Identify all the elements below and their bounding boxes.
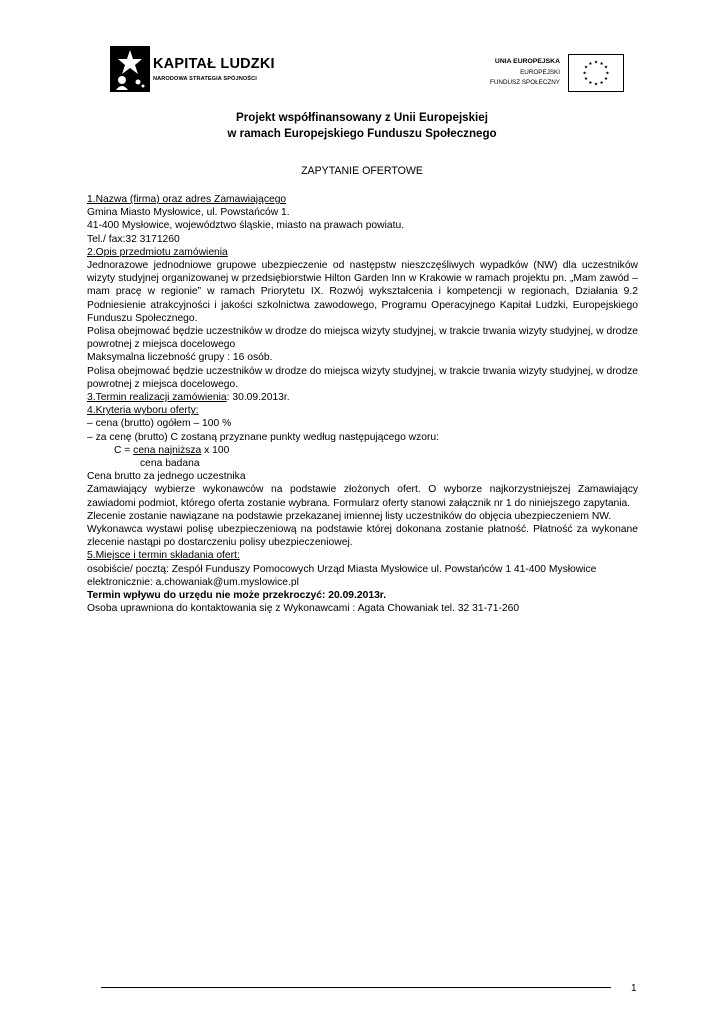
formula-prefix: C =	[114, 444, 134, 456]
svg-text:★: ★	[582, 71, 587, 77]
kapital-ludzki-logo	[110, 46, 275, 96]
section-3	[87, 391, 638, 404]
svg-text:★: ★	[605, 71, 610, 77]
eu-flag-icon	[568, 54, 624, 92]
formula-denominator: cena badana	[140, 458, 200, 470]
section-3-heading: 3.Termin realizacji zamówienia	[87, 392, 227, 404]
eu-logo-line1: UNIA EUROPEJSKA	[494, 58, 560, 65]
kapital-ludzki-emblem-icon	[110, 46, 150, 92]
svg-text:★: ★	[603, 65, 609, 71]
svg-text:★: ★	[603, 77, 609, 83]
section-4-heading: 4.Kryteria wyboru oferty:	[87, 405, 199, 417]
address-line: Gmina Miasto Mysłowice, ul. Powstańców 1.	[87, 207, 290, 219]
price-note: Cena brutto za jednego uczestnika	[87, 471, 246, 483]
svg-text:★: ★	[583, 77, 589, 83]
phone-line: Tel./ fax:32 3171260	[87, 233, 180, 245]
order-description: Jednorazowe jednodniowe grupowe ubezpieczenie od następstw nieszczęśliwych wypadków (NW) dla uczestników wizyty studyjnej organizowanej w przedsiębiorstwie Hilton Garden Inn w Krakowie w ramach projektu pn. „Mam zawód – mam pracę w regionie” w ramach Priorytetu IX. Rozwój wykształcenia i kompetencji w regionach, Działania 9.2 Podniesienie atrakcyjności i jakości szkolnictwa zawodowego, Programu Operacyjnego Kapitał Ludzki, Europejskiego Funduszu Społecznego.	[87, 260, 638, 324]
svg-text:★: ★	[588, 80, 593, 86]
section-2-heading: 2.Opis przedmiotu zamówienia	[87, 246, 228, 258]
section-1-heading: 1.Nazwa (firma) oraz adres Zamawiającego	[87, 194, 287, 205]
page-number: 1	[631, 983, 637, 994]
criteria-line: – za cenę (brutto) C zostaną przyznane punkty według następującego wzoru:	[87, 431, 440, 443]
payment-paragraph: Wykonawca wystawi polisę ubezpieczeniową na podstawie której dokonana zostanie płatność. Płatność za wykonane zlecenie nastąpi po dostarczeniu polisy ubezpieczeniowej.	[87, 524, 638, 549]
logo-subtitle: NARODOWA STRATEGIA SPÓJNOŚCI	[153, 76, 257, 82]
formula-line	[87, 444, 638, 457]
submission-email: elektronicznie: a.chowaniak@um.myslowice.pl	[87, 576, 299, 588]
svg-text:★: ★	[599, 61, 604, 67]
policy-scope-repeat: Polisa obejmować będzie uczestników w drodze do miejsca wizyty studyjnej, w trakcie trwania wizyty studyjnej, w drodze powrotnej z miejsca docelowego.	[87, 365, 638, 390]
contact-person: Osoba uprawniona do kontaktowania się z Wykonawcami : Agata Chowaniak tel. 32 31-71-260	[87, 603, 520, 615]
address-line: 41-400 Mysłowice, województwo śląskie, miasto na prawach powiatu.	[87, 220, 405, 232]
svg-text:★: ★	[593, 82, 599, 88]
criteria-line: – cena (brutto) ogółem – 100 %	[87, 418, 232, 430]
submission-deadline: Termin wpływu do urzędu nie może przekroczyć: 20.09.2013r.	[87, 590, 387, 602]
eu-logo	[486, 52, 626, 96]
formula-numerator: cena najniższa	[133, 444, 202, 456]
project-title-line2: w ramach Europejskiego Funduszu Społecznego	[227, 127, 497, 140]
svg-text:★: ★	[593, 60, 599, 66]
policy-scope: Polisa obejmować będzie uczestników w drodze do miejsca wizyty studyjnej, w trakcie trwania wizyty studyjnej, w drodze powrotnej z miejsca docelowego	[87, 326, 638, 351]
section-5-heading: 5.Miejsce i termin składania ofert:	[87, 550, 240, 562]
logo-title: KAPITAŁ LUDZKI	[153, 56, 275, 72]
svg-text:★: ★	[599, 80, 604, 86]
eu-logo-line3: FUNDUSZ SPOŁECZNY	[490, 79, 560, 86]
submission-address: osobiście/ pocztą: Zespół Funduszy Pomocowych Urząd Miasta Mysłowice ul. Powstańców 1 41-400 Mysłowice	[87, 563, 597, 575]
document-body	[87, 193, 638, 616]
document-type: ZAPYTANIE OFERTOWE	[301, 165, 423, 177]
project-title-line1: Projekt współfinansowany z Unii Europejskiej	[236, 111, 488, 124]
footer-divider	[101, 987, 611, 988]
svg-text:★: ★	[588, 61, 593, 67]
deadline-value: : 30.09.2013r.	[226, 392, 290, 404]
eu-logo-line2: EUROPEJSKI	[520, 69, 560, 76]
group-size: Maksymalna liczebność grupy : 16 osób.	[87, 352, 273, 364]
formula-suffix: x 100	[201, 444, 230, 456]
selection-paragraph: Zamawiający wybierze wykonawców na podstawie złożonych ofert. O wyborze najkorzystniejszej Zamawiający zawiadomi podmiot, którego oferta zostanie wybrana. Formularz oferty stanowi załącznik nr 1 do niniejszego zapytania.	[87, 484, 638, 509]
contract-paragraph: Zlecenie zostanie nawiązane na podstawie przekazanej imiennej listy uczestników do objęcia ubezpieczeniem NW.	[87, 510, 612, 522]
svg-text:★: ★	[583, 65, 589, 71]
